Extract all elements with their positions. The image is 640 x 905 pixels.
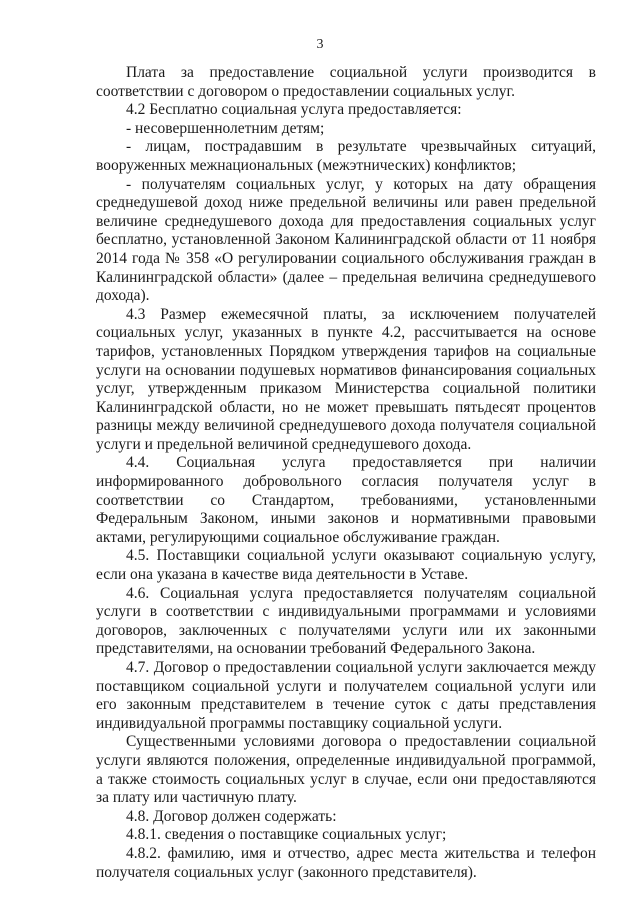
document-body: [96, 64, 596, 882]
paragraph-4-2: 4.2 Бесплатно социальная услуга предоставляется:: [126, 101, 462, 119]
list-item-minors: - несовершеннолетним детям;: [126, 119, 325, 137]
paragraph-payment-terms: Плата за предоставление социальной услуги производится в соответствии с договором о предоставлении социальных услуг.: [96, 64, 596, 100]
paragraph-4-4: 4.4. Социальная услуга предоставляется при наличии информированного добровольного согласия получателя услуг в соответствии со Стандартом, требованиями, установленными Федеральным Законом, иными законов и нормативными правовыми актами, регулирующими социальное обслуживание граждан.: [96, 454, 596, 546]
paragraph-essential-conditions: Существенными условиями договора о предоставлении социальной услуги являются положения, определенные индивидуальной программой, а также стоимость социальных услуг в случае, если они предоставляются за плату или частичную плату.: [96, 733, 596, 807]
paragraph-4-7: 4.7. Договор о предоставлении социальной услуги заключается между поставщиком социальной услуги и получателем социальной услуги или его законным представителем в течение суток с даты представления индивидуальной программы поставщику социальной услуги.: [96, 659, 596, 732]
paragraph-4-5: 4.5. Поставщики социальной услуги оказывают социальную услугу, если она указана в качестве вида деятельности в Уставе.: [96, 547, 596, 584]
list-item-emergency-victims: - лицам, пострадавшим в результате чрезвычайных ситуаций, вооруженных межнациональных (межэтнических) конфликтов;: [96, 138, 596, 174]
paragraph-4-3: 4.3 Размер ежемесячной платы, за исключением получателей социальных услуг, указанных в пункте 4.2, рассчитывается на основе тарифов, установленных Порядком утверждения тарифов на социальные услуги на основании подушевых нормативов финансирования социальных услуг, утвержденным приказом Министерства социальной политики Калининградской области, но не может превышать пятьдесят процентов разницы между величиной среднедушевого дохода получателя социальной услуги и предельной величиной среднедушевого дохода.: [96, 305, 596, 453]
paragraph-4-8: 4.8. Договор должен содержать:: [126, 807, 337, 825]
page-number: 3: [316, 37, 324, 52]
paragraph-4-8-2: 4.8.2. фамилию, имя и отчество, адрес места жительства и телефон получателя социальных услуг (законного представителя).: [96, 844, 596, 881]
paragraph-4-8-1: 4.8.1. сведения о поставщике социальных услуг;: [126, 826, 447, 844]
paragraph-4-6: 4.6. Социальная услуга предоставляется получателям социальной услуги в соответствии с индивидуальными программами и условиями договоров, заключенных с получателями услуги или их законными представителями, на основании требований Федерального Закона.: [96, 584, 596, 658]
list-item-low-income: - получателям социальных услуг, у которых на дату обращения среднедушевой доход ниже предельной величины или равен предельной величине среднедушевого дохода для предоставления социальных услуг бесплатно, установленной Законом Калининградской области от 11 ноября 2014 года № 358 «О регулировании социального обслуживания граждан в Калининградской области» (далее – предельная величина среднедушевого дохода).: [96, 175, 596, 305]
